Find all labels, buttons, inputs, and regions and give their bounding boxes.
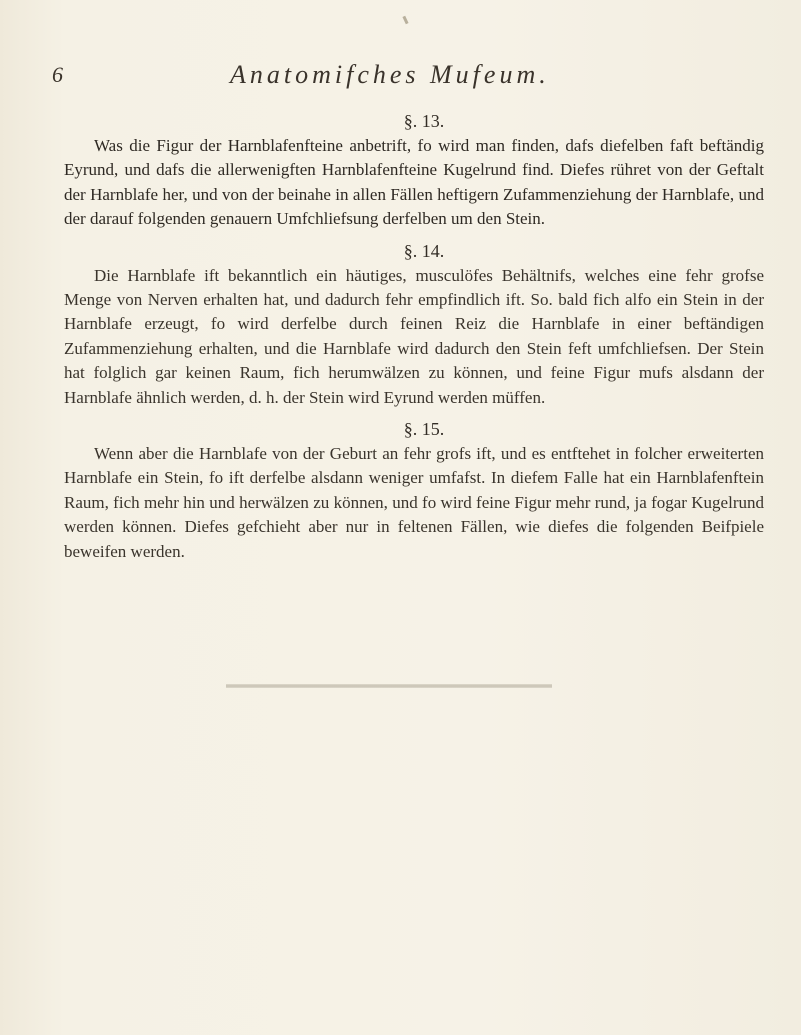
paragraph-13: Was die Figur der Harnblafenfteine anbetrift, fo wird man finden, dafs diefelben faft beftändig Eyrund, und dafs die allerwenigften Harnblafenfteine Kugelrund find. Diefes rühret von der Geftalt der Harnblafe her, und von der beinahe in allen Fällen heftigern Zufammenziehung der Harnblafe, und der darauf folgenden genauern Umfchliefsung derfelben um den Stein.: [64, 136, 764, 229]
body-text: [64, 108, 764, 564]
section-mark-15: §. 15.: [403, 419, 445, 440]
ink-speck: [402, 16, 408, 25]
page-header: [52, 62, 772, 92]
section-mark-14: §. 14.: [403, 240, 445, 261]
paragraph-14: Die Harnblafe ift bekanntlich ein häutiges, musculöfes Behältnifs, welches eine fehr grofse Menge von Nerven erhalten hat, und dadurch fehr empfindlich ift. So. bald fich alfo ein Stein in der Harnblafe erzeugt, fo wird derfelbe durch feinen Reiz die Harnblafe in einer beftändigen Zufammenziehung erhalten, und die Harnblafe wird dadurch den Stein feft umfchliefsen. Der Stein hat folglich gar keinen Raum, fich herumwälzen zu können, und feine Figur mufs alsdann der Harnblafe ähnlich werden, d. h. der Stein wird Eyrund werden müffen.: [64, 265, 764, 407]
running-title: Anatomifches Mufeum.: [230, 60, 550, 89]
section-mark-13: §. 13.: [403, 111, 445, 131]
paragraph-15: Wenn aber die Harnblafe von der Geburt an fehr grofs ift, und es entftehet in folcher erweiterten Harnblafe ein Stein, fo ift derfelbe alsdann weniger umfafst. In diefem Falle hat ein Harnblafenftein Raum, fich mehr hin und herwälzen zu können, und fo wird feine Figur mehr rund, ja fogar Kugelrund werden können. Diefes gefchieht aber nur in feltenen Fällen, wie diefes die folgenden Beifpiele beweifen werden.: [64, 444, 764, 561]
page-number: 6: [52, 62, 63, 87]
bleed-through-rule: [226, 684, 552, 688]
